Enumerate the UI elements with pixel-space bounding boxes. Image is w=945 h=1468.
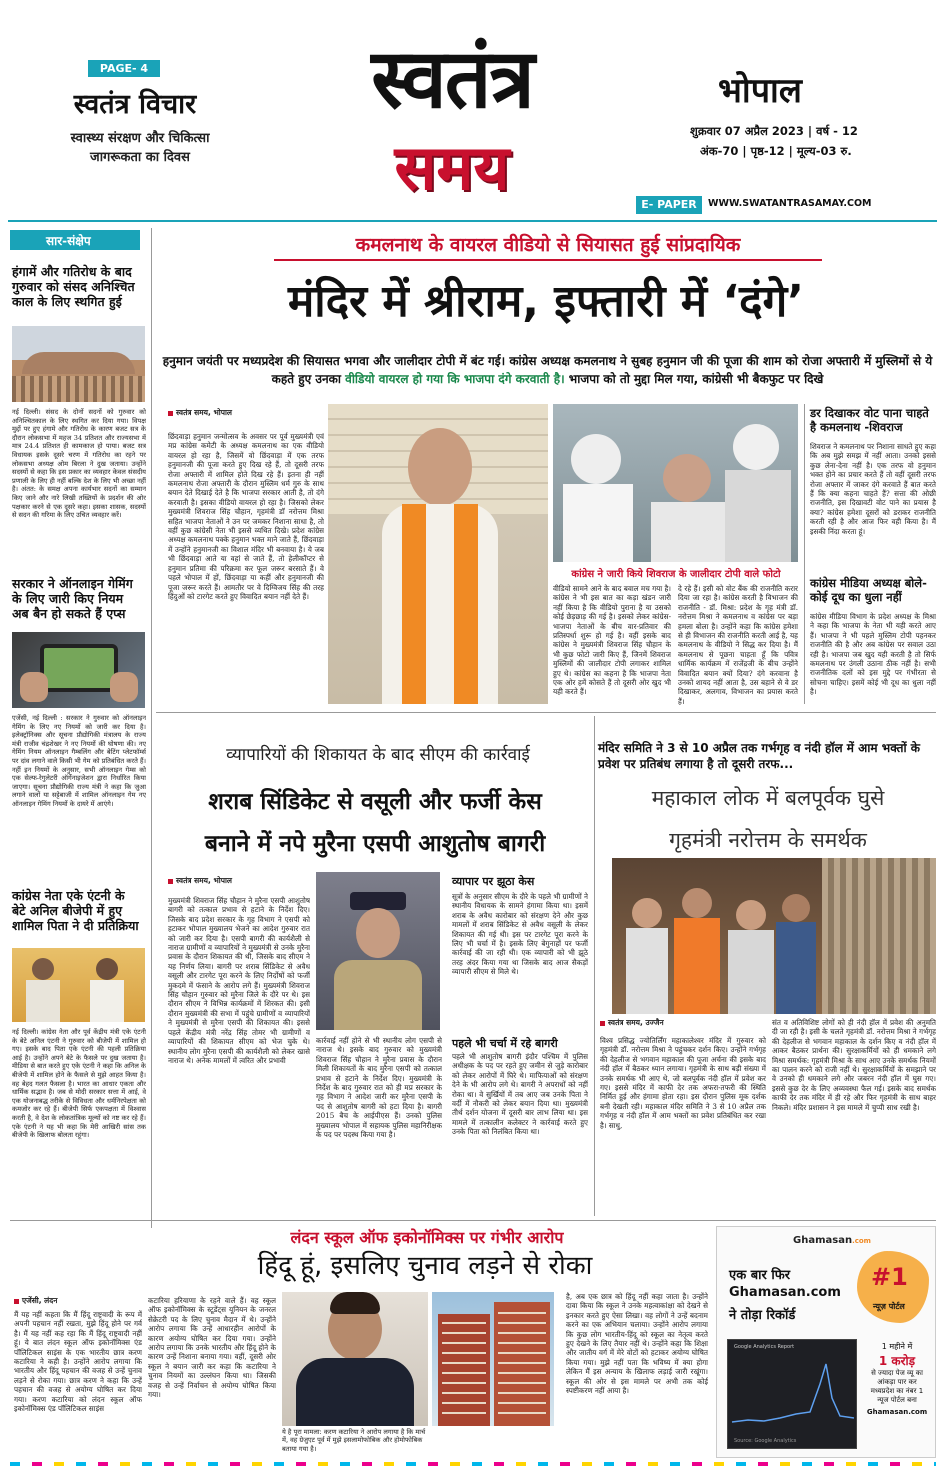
lead-body-col1: छिंदवाड़ा हनुमान जन्मोत्सव के अवसर पर पूर्व मुख्यमंत्री एवं मप्र कांग्रेस कमेटी के अध्यक्ष कमलनाथ का एक वीडियो वायरल हो रहा है, जिसमें वो छिंदवाड़ा में एक तरफ हनुमानजी की पूजा करते हुए दिख रहे हैं, तो दूसरी तरफ रोजा अफ्तारी में शामिल होते दिख रहे हैं। इतना ही नहीं कमलनाथ रोजा अफ्तारी के दौरान मुस्लिम धर्म गुरु के साथ बयान देते दिखाई देते है कि भाजपा सरकार आती है, तो दंगे करवाती है। इसका वीडियो वायरल हो रहा है। जिसको लेकर मुख्यमंत्री शिवराज सिंह चौहान, गृहमंत्री डॉ नरोत्तम मिश्रा सहित भाजपा नेताओं ने उन पर जमकर निशाना साधा है, तो वहीं कुछ कांग्रेसी नेता भी इससे व्यथित दिखे। प्रदेश कांग्रेस अध्यक्ष कमलनाथ पक्के हनुमान भक्त माने जाते हैं, छिंदवाड़ा में उन्होंने हनुमानजी का विशाल मंदिर भी बनवाया है। ये जब भी छिंदवाड़ा आते या वहां से जाते हैं, तो हेलीकॉप्टर से हनुमान प्रतिमा की परिक्रमा कर फूल जरूर बरसाते हैं। वे पहले भोपाल में हों, छिंदवाड़ा या कहीं और हनुमानजी की पूजा जरूर करते हैं। आमतौर पर वे दिग्विजय सिंह की तरह हिंदुओं को टारगेट करते हुए विवादित बयान नहीं देते हैं। — [168, 432, 324, 601]
sp-body-col2: कार्रवाई नहीं होने से भी स्थानीय लोग एसपी से नाराज थे। इसके बाद गुरुवार को मुख्यमंत्री शिवराज सिंह चौहान ने मुरैना प्रवास के दौरान मिली शिकायतों के बाद मुरैना एसपी को तत्काल प्रभाव से हटाने के निर्देश दिए। मुख्यमंत्री के निर्देश के बाद गुरुवार रात को ही मप्र सरकार के गृह विभाग ने आदेश जारी कर मुरैना एसपी के पद से आशुतोष बागरी को हटा दिया है। बागरी 2015 बैच के आईपीएस हैं। उनको पुलिस मुख्यालय भोपाल में सहायक पुलिस महानिरीक्षक के पद पर पदस्थ किया गया है। — [316, 1036, 442, 1140]
sidebar-divider — [151, 228, 152, 1228]
antony-photo — [12, 948, 145, 1022]
lead-kicker — [274, 229, 822, 261]
ad-line-3: ने तोड़ा रिकॉर्ड — [729, 1308, 796, 1323]
epaper-badge: E- PAPER — [636, 196, 702, 214]
ad-rank-sub: न्यूज़ पोर्टल — [873, 1302, 905, 1311]
section-title: स्वतंत्र विचार — [73, 89, 197, 120]
gaming-photo — [12, 632, 145, 708]
masthead — [0, 0, 945, 225]
mahakal-photo — [612, 858, 936, 1014]
sidebar-item-parliament-body: नई दिल्ली। संसद के दोनों सदनों को गुरुवार को अनिश्चितकाल के लिए स्थगित कर दिया गया। विपक्ष मुद्दों पर हुए हंगामे और गतिरोध के कारण बजट सत्र के दौरान लोकसभा में महज 34 प्रतिशत और राज्यसभा में मात्र 24.4 प्रतिशत ही कामकाज हो पाया। बजट सत्र विधायक इसके दूसरे चरण में गतिरोध का रहने पर लोकसभा अध्यक्ष ओम बिरला ने दुख जताया। उन्होंने सदस्यों से कहा कि इस प्रकार का व्यवहार केवल संसदीय प्रणाली के लिए ही नहीं बल्कि देश के लिए भी अच्छा नहीं है। अंतत: के समक्ष अपना कार्यभार सदनों का सम्मान किए जाने और नारे लिखी तख्तियों के प्रदर्शन की ओर पक्षकार करने से एक दूसरे कहा। इसका शासक, सदस्यों से सदन की गरिमा के लिए उचित व्यवहार करें। — [12, 408, 146, 520]
lse-kicker: लंदन स्कूल ऑफ इकोनॉमिक्स पर गंभीर आरोप — [290, 1228, 564, 1247]
lse-photo-caption: ये है पूरा मामला: करण कटारिया ने आरोप लगाया है कि मार्च में, वह ग्रेजुएट पूर्व में मुझे इसलामोफोबिक और होमोफोबिक बताया गया है। — [282, 1428, 426, 1453]
mahakal-kicker: मंदिर समिति ने 3 से 10 अप्रैल तक गर्भगृह व नंदी हॉल में आम भक्तों के प्रवेश पर प्रतिबंध लगाया है तो दूसरी तरफ... — [598, 741, 920, 771]
sp-side-body-2: पहले भी आशुतोष बागरी इंदौर पश्चिम में पुलिस अधीक्षक के पद पर रहते हुए जमीन से जुड़े कारोबार को लेकर आरोपों में घिरे थे। माफियाओं को संरक्षण देने के भी आरोप लगे थे। बागरी ने अपराधों को नहीं रोका था। वे सुर्खियों में तब आए जब उनके पिता ने वर्दी में नौकरी को लेकर बयान दिया था। मुख्यमंत्री तीर्थ दर्शन योजना में दूसरी बार लाभ लिया था। इस मामले में तत्कालीन कलेक्टर ने कार्रवाई करते हुए उनके पिता को निलंबित किया था। — [452, 1052, 588, 1137]
lse-body-col2: कटारिया हरियाणा के रहने वाले हैं। वह स्कूल ऑफ इकोनॉमिक्स के स्टूडेंट्स यूनियन के जनरल सेक्रेटरी पद के लिए चुनाव मैदान में थे। उन्होंने आरोप लगाया कि उन्हें आधारहीन आरोपों के कारण अयोग्य घोषित कर दिया गया। उन्होंने आरोप लगाया कि उनके भारतीय और हिंदू होने के कारण उन्हें निशाना बनाया गया। वहीं, दूसरी ओर स्कूल ने बयान जारी कर कहा कि कटारिया ने चुनाव नियमों का उल्लंघन किया था। जिसकी वजह से उन्हें निर्वाचन से अयोग्य घोषित किया गया। — [148, 1296, 276, 1400]
sp-headline-2: बनाने में नपे मुरैना एसपी आशुतोष बागरी — [204, 831, 546, 857]
page-label: PAGE- 4 — [88, 60, 160, 77]
sidebar-item-antony-body: नई दिल्ली। कांग्रेस नेता और पूर्व केंद्रीय मंत्री एके एंटनी के बेटे अनिल एंटनी ने गुरुवार को बीजेपी में शामिल हो गए। इसके बाद पिता एके एंटनी की पहली प्रतिक्रिया आई है। उन्होंने अपने बेटे के फैसले पर दुख जताया है। मीडिया से बात करते हुए एके एंटनी ने कहा कि अनिल के बीजेपी में शामिल होने के फैसले से मुझे आहत किया है। वह बेहद गलत फैसला है। भारत का आधार एकता और धार्मिक सद्भाव है। जब से मोदी सरकार सत्ता में आई, वे एक योजनाबद्ध तरीके से विविधता और धर्मनिरपेक्षता को कमजोर कर रहे हैं। बीजेपी सिर्फ एकपक्षता में विश्वास करती है, वे देश के लोकतांत्रिक मूल्यों को नष्ट कर रहे हैं। एके एंटनी ने यह भी कहा कि मेरी आखिरी सांस तक बीजेपी के खिलाफ बोलता रहूंगा। — [12, 1028, 146, 1140]
sidebar-header-label: सार-संक्षेप — [46, 234, 91, 248]
lead-side-body-1: शिवराज ने कमलनाथ पर निशाना साधते हुए कहा कि अब मुझे समझ में नहीं आता। उनको इससे कुछ लेना-देना नहीं है। एक तरफ वो हनुमान भक्त होने का प्रचार करते हैं तो वहीं दूसरी तरफ रोजा अफ्तार में जाकर दंगे करवाते हैं बात करते हैं कि क्या कहना चाहते हैं? सत्ता की ओछी राजनीति, इस दिखावटी वोट पाने का प्रयास है क्या? कांग्रेस हमेशा दूसरों को डराकर राजनीति करती रही है और आज फिर वही किया है। मैं इसकी निंदा करता हूं। — [810, 442, 936, 536]
section-subtitle-1: स्वास्थ्य संरक्षण और चिकित्सा — [70, 131, 210, 146]
lse-body-col1: मैं यह नहीं कहता कि मैं हिंदू राष्ट्रवादी के रूप में अपनी पहचान नहीं रखता, मुझे हिंदू होने पर गर्व है। मैं यह नहीं कह रहा कि मैं हिंदू राष्ट्रवादी नहीं हूं। ये बात लंदन स्कूल ऑफ इकोनॉमिक्स एंड पॉलिटिकल साइंस के एक भारतीय छात्र करण कटारिया ने कही है। उन्होंने आरोप लगाया कि भारतीय और हिंदू पहचान की वजह से उन्हें चुनाव लड़ने से रोका गया। छात्र करण ने कहा कि उन्हें पहचान की वजह से अयोग्य घोषित कर दिया गया। करण कटारिया को लंदन स्कूल ऑफ इकोनॉमिक्स एंड पॉलिटिकल साइंस — [14, 1310, 142, 1414]
lse-building-photo — [432, 1292, 554, 1426]
sp-side-title-1: व्यापार पर झूठा केस — [452, 875, 535, 888]
analytics-chart-source: Source: Google Analytics — [734, 1438, 797, 1444]
ad-stat-3: से ज्यादा पेज व्यू का — [871, 1369, 923, 1377]
lead-kicker-text: कमलनाथ के वायरल वीडियो से सियासत हुई सांप्रदायिक — [355, 234, 741, 256]
lead-body-col4: दे रहे हैं। इसी को वोट बैंक की राजनीति करार दिया जा रहा है। कांग्रेस करती है विभाजन की राजनीति - डॉ. मिश्रा: प्रदेश के गृह मंत्री डॉ. नरोत्तम मिश्रा ने कमलनाथ व कांग्रेस पर बड़ा हमला बोला है। उन्होंने कहा कि कांग्रेस हमेशा से ही विभाजन की राजनीति करती आई है, यह कमलनाथ के वीडियो ने सिद्ध कर दिया है। मैं कमलनाथ से पूछना चाहता हूँ कि पवित्र धार्मिक कार्यक्रम में राजेंद्रजी के बीच उन्होंने विवादित बयान क्यों दिया? दंगे करवाना है उनको शायद नहीं आता है, उस बहाने से वे डर दिखाकर, अलगाव, विभाजन का प्रयास करते हैं। — [678, 584, 798, 706]
lead-side-title-2: कांग्रेस मीडिया अध्यक्ष बोले- कोई दूध का धुला नहीं — [810, 576, 927, 604]
issue-line: अंक-70 | पृष्ठ-12 | मूल्य-03 रु. — [700, 144, 852, 158]
mahakal-headline-1: महाकाल लोक में बलपूर्वक घुसे — [651, 786, 885, 810]
iftar-photo — [553, 404, 798, 562]
mahakal-body-col1: विश्व प्रसिद्ध ज्योतिर्लिंग महाकालेश्वर मंदिर में गुरुवार को गृहमंत्री डॉ. नरोत्तम मिश्रा ने पहुंचकर दर्शन किए। उन्होंने गर्भगृह की देहलीज से भगवान महाकाल की पूजा अर्चना की इसके बाद नंदी हॉल में बैठकर ध्यान लगाया। गृहमंत्री के साथ बड़ी संख्या में उनके समर्थक भी आए थे, जो बलपूर्वक नंदी हॉल में प्रवेश कर गए। इससे मंदिर में काफी देर तक अफरा-तफरी की स्थिति निर्मित हुई और हंगामा होता रहा। इस दौरान पुलिस मूक दर्शक बनी देखती रही। महाकाल मंदिर समिति ने 3 से 10 अप्रैल तक गर्भगृह व नंदी हॉल में आम भक्तों का प्रवेश प्रतिबंधित कर रखा है। साधु, — [600, 1036, 766, 1130]
lead-side-body-2: कांग्रेस मीडिया विभाग के प्रदेश अध्यक्ष के मिश्रा ने कहा कि भाजपा के नेता भी यही करते आए हैं। भाजपा ने भी पहले मुस्लिम टोपी पहनकर राजनीति की है और अब कांग्रेस पर सवाल उठा रही है। भाजपा जब खुद यही करती है तो सिर्फ कमलनाथ पर उंगली उठाना ठीक नहीं है। सभी राजनीतिक दलों को इस मुद्दे पर गंभीरता से सोचना चाहिए। इसमें कोई भी दूध का धुला नहीं है। — [810, 612, 936, 697]
lead-deck-highlight: वीडियो वायरल हो गया कि भाजपा दंगे करवाती है। — [345, 372, 565, 386]
ad-line-1: एक बार फिर — [729, 1268, 791, 1283]
sp-kicker: व्यापारियों की शिकायत के बाद सीएम की कार्रवाई — [226, 745, 530, 765]
ad-logo: Ghamasan.com — [793, 1235, 871, 1246]
lead-side-title-1: डर दिखाकर वोट पाना चाहते है कमलनाथ -शिवराज — [810, 406, 929, 434]
lead-deck — [160, 352, 935, 388]
sidebar-header — [10, 230, 140, 250]
date-line: शुक्रवार 07 अप्रैल 2023 | वर्ष - 12 — [690, 124, 858, 138]
lead-body-col3: वीडियो सामने आने के बाद बवाल मच गया है। कांग्रेस ने भी इस बात का कड़ा खंडन जारी नहीं किया है कि वीडियो पुराना है या उसको कोई छेड़छाड़ की गई है। इसको लेकर कांग्रेस-भाजपा नेताओं के बीच वार-प्रतिवार की प्रतिस्पर्धा शुरू हो गई है। वहीं इसके बाद कांग्रेस ने मुख्यमंत्री शिवराज सिंह चौहान के भी कुछ फोटो जारी किए हैं, जिनमें शिवराज मुस्लिमों की जालीदार टोपी लगाकर शामिल हुए थे। कांग्रेस का कहना है कि भाजपा नेता एक ओर हमें कोसते हैं तो दूसरी ओर खुद भी यही करते हैं। — [553, 584, 671, 697]
city: भोपाल — [718, 71, 802, 111]
lead-side-divider — [804, 404, 805, 704]
mahakal-headline-2: गृहमंत्री नरोत्तम के समर्थक — [669, 828, 867, 852]
lse-byline: एजेंसी, लंदन — [14, 1296, 154, 1306]
lead-bottom-rule — [156, 712, 936, 713]
ad-stats — [861, 1341, 933, 1416]
sidebar-item-gaming-title: सरकार ने ऑनलाइन गेमिंग के लिए जारी किए नियम अब बैन हो सकते हैं एप्स — [12, 576, 133, 621]
sidebar-item-parliament-title: हंगामें और गतिरोध के बाद गुरुवार को संसद अनिश्चित काल के लिए स्थगित हुई — [12, 264, 135, 309]
color-registration-strip — [10, 1462, 936, 1466]
sp-photo — [316, 872, 440, 1030]
lead-deck-part1: हनुमान जयंती पर मध्यप्रदेश की सियासत भगवा और जालीदार टोपी में बंट गई। कांग्रेस अध्यक्ष कमलनाथ ने सुबह हनुमान जी की पूजा की शाम को रोजा अफ्तारी में मुस्लिमों से ये कहते हुए उनका — [162, 354, 933, 386]
sp-body-col1: मुख्यमंत्री शिवराज सिंह चौहान ने मुरैना एसपी आशुतोष बागरी को तत्काल प्रभाव से हटाने के निर्देश दिए। जिसके बाद प्रदेश सरकार के गृह विभाग ने एसपी को हटाकर भोपाल मुख्यालय भेजने का आदेश गुरुवार रात को जारी कर दिया है। एसपी बागरी की कार्यशैली से नाराज ग्रामीणों व व्यापारियों ने मुख्यमंत्री से उनके मुरैना प्रवास के दौरान शिकायत की थी, जिसके बाद सीएम ने यह निर्णय लिया। बागरी पर शराब सिंडिकेट से अवैध वसूली और टारगेट पूरा करने के लिए निर्दोषों को फर्जी मुकदमे में फंसाने के आरोप लगे हैं। मुख्यमंत्री शिवराज सिंह चौहान गुरुवार को मुरैना जिले के दौरे पर थे। इस दौरान सीएम ने विभिन्न कार्यक्रमों में शिरकत की। इसी दौरान मुख्यमंत्री की सभा में पहुंचे ग्रामीणों व व्यापारियों ने मुख्यमंत्री से मुरैना एसपी की शिकायत की। इससे पहले केंद्रीय मंत्री नरेंद्र सिंह तोमर भी ग्रामीणों व व्यापारियों की शिकायत सीएम को भेज चुके थे। स्थानीय लोग मुरैना एसपी की कार्यशैली को लेकर खासे नाराज थे। अनेक मामलों में त्वरित और प्रभावी — [168, 896, 310, 1065]
ad-line-2: Ghamasan.com — [729, 1285, 841, 1300]
lead-deck-part2: भाजपा को तो मुद्दा मिल गया, कांग्रेसी भी बैकफुट पर दिखे — [564, 372, 824, 386]
masthead-rule — [8, 220, 937, 222]
website-link[interactable]: WWW.SWATANTRASAMAY.COM — [708, 198, 872, 209]
ad-rank: #1 — [871, 1263, 908, 1291]
sp-byline: स्वतंत्र समय, भोपाल — [168, 876, 308, 886]
ad-stat-5: मध्यप्रदेश का नंबर 1 — [870, 1387, 924, 1395]
sp-side-title-2: पहले भी चर्चा में रहे बागरी — [452, 1037, 558, 1050]
logo-top: स्वतंत्र — [371, 32, 533, 127]
sidebar-item-gaming-body: एजेंसी, नई दिल्ली : सरकार ने गुरुवार को ऑनलाइन गेमिंग के लिए नए नियमों को जारी कर दिया है। इलेक्ट्रॉनिक्स और सूचना प्रौद्योगिकी मंत्रालय के राज्य मंत्री राजीव चंद्रशेखर ने नए नियमों की घोषणा की। नए गेमिंग नियम ऑनलाइन गैम्बलिंग और बेटिंग प्लेटफॉर्म्स पर दांव लगाने वाले किसी भी गेम को प्रतिबंधित करते हैं। नहीं इन नियमों के अनुसार, सभी ऑनलाइन गेम्स को एक सेल्फ-रेगुलेटरी ऑर्गेनाइजेशन द्वारा निर्धारित किया जाएगा। सूचना प्रौद्योगिकी राज्य मंत्री ने कहा कि जुआ लगाने वालों या सट्टेबाजी में शामिल ऑनलाइन गेम नए ऑनलाइन गेमिंग नियमों के दायरे में आएंगे। — [12, 714, 146, 808]
lse-headline: हिंदू हूं, इसलिए चुनाव लड़ने से रोका — [257, 1251, 593, 1281]
lse-body-col3: है, अब एक छात्र को हिंदू नहीं कहा जाता है। उन्होंने दावा किया कि स्कूल ने उनके महत्वाकांक्षा को देखने से इनकार करते हुए ऐसा लिखा। वह लोगों ने उन्हें बदनाम करने का एक अभियान चलाया। उन्होंने आरोप लगाया कि कुछ लोग भारतीय-हिंदू को स्कूल का नेतृत्व करते हुए देखने के लिए तैयार नहीं थे। उन्होंने कहा कि शिक्षा और जातीय वर्ग में मेरे वोटों को हटाकर अयोग्य घोषित किया गया। मुझे नहीं पता कि भविष्य में क्या होगा लेकिन मैं इस अन्याय के खिलाफ लड़ाई जारी रखूंगा। स्कूल की ओर से इस मामले पर अभी तक कोई स्पष्टीकरण नहीं आया है। — [566, 1292, 708, 1396]
lead-headline: मंदिर में श्रीराम, इफ्तारी में ‘दंगे’ — [287, 276, 804, 327]
lead-byline: स्वतंत्र समय, भोपाल — [168, 408, 308, 418]
bottom-section-rule — [10, 1220, 936, 1221]
sidebar-item-antony-title: कांग्रेस नेता एके एंटनी के बेटे अनिल बीजेपी में हुए शामिल पिता ने दी प्रतिक्रिया — [12, 888, 139, 933]
section-subtitle-2: जागरूकता का दिवस — [90, 150, 190, 165]
sidebar — [10, 228, 150, 1228]
sp-mahakal-divider — [594, 716, 595, 1216]
karan-photo — [282, 1292, 428, 1426]
ad-site: Ghamasan.com — [866, 1408, 928, 1416]
parliament-photo — [12, 326, 145, 402]
analytics-chart-title: Google Analytics Report — [734, 1344, 795, 1350]
mahakal-byline: स्वतंत्र समय, उज्जैन — [600, 1018, 740, 1028]
sp-side-body-1: सूत्रों के अनुसार सीएम के दौरे के पहले भी ग्रामीणों ने स्थानीय विधायक के सामने हंगामा किया था। इसमें शराब के अवैध कारोबार को संरक्षण देने और कुछ मामलों में शराब सिंडिकेट से अवैध वसूली के लेकर शिकायत की गई थी। इस पर टारगेट पूरा करने के लिए भी चर्चा में है। इसके लिए बेगुनाहों पर फर्जी कार्रवाई की जा रही थी। एक व्यापारी को भी झूठे तरह अंदर किया गया था जिसके बाद आज सैकड़ों व्यापारी सीएम से मिले थे। — [452, 892, 588, 977]
mahakal-body-col2: संत व अतिविशिष्ट लोगों को ही नंदी हॉल में प्रवेश की अनुमति दी जा रही है। इसी के चलते गृहमंत्री डॉ. नरोत्तम मिश्रा ने गर्भगृह की देहलीज से भगवान महाकाल के दर्शन किए व नंदी हॉल में आकर बैठकर प्रार्थना की। सुरक्षाकर्मियों को ही धमकाने लगे मिश्रा समर्थक: गृहमंत्री मिश्रा के साथ आए उनके समर्थक नियमों का पालन करने को राजी नहीं थे। सुरक्षाकर्मियों के समझाने पर वे उनको ही धमकाने लगे और जबरन नंदी हॉल में घुस गए। इससे कुछ देर के लिए अव्यवस्था फैल गई। इसके बाद समर्थक काफी देर तक मंदिर में ही रहे और फिर गृहमंत्री के साथ बाहर निकले। मंदिर प्रशासन ने इस मामले में चुप्पी साध रखी है। — [772, 1018, 936, 1112]
ghamasan-ad[interactable] — [716, 1226, 936, 1458]
mp-map-icon — [857, 1251, 929, 1323]
iftar-caption: कांग्रेस ने जारी किये शिवराज के जालीदार टोपी वाले फोटो — [571, 569, 781, 580]
ad-stat-1: 1 महीने में — [881, 1342, 913, 1351]
ad-stat-2: 1 करोड़ — [878, 1354, 916, 1368]
analytics-line — [728, 1354, 858, 1444]
ad-stat-6: न्यूज पोर्टल बना — [877, 1396, 917, 1404]
analytics-chart — [727, 1339, 857, 1449]
sp-headline-1: शराब सिंडिकेट से वसूली और फर्जी केस — [208, 789, 542, 815]
ad-stat-4: आंकड़ा पार कर — [877, 1378, 917, 1386]
logo-bottom: समय — [394, 131, 510, 204]
kamalnath-photo — [328, 404, 548, 704]
